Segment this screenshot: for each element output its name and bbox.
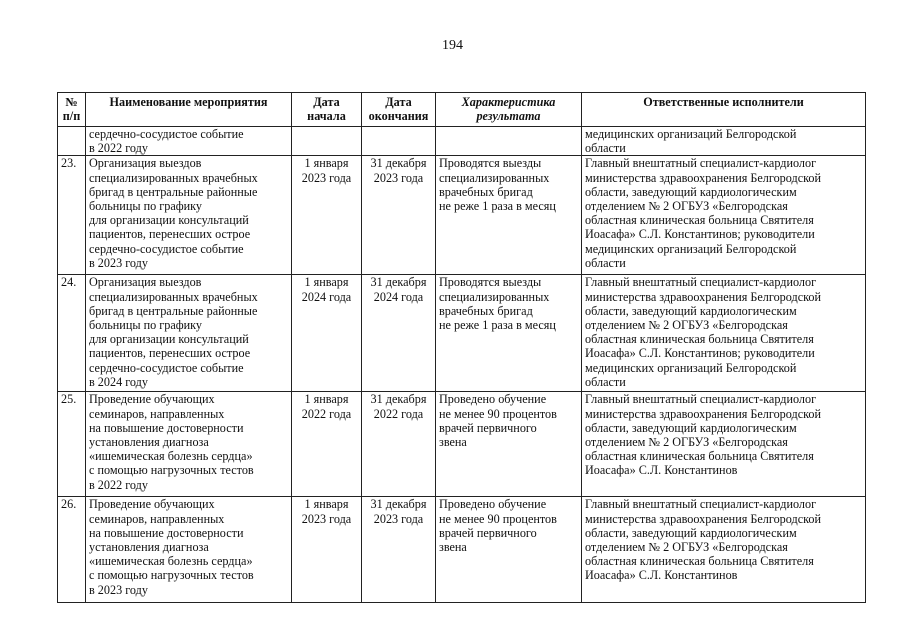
- cell-result: [436, 127, 582, 156]
- cell-name: Проведение обучающих семинаров, направленных на повышение достоверности установления диагноза «ишемическая болезнь сердца» с помощью нагрузочных тестов в 2023 году: [86, 497, 292, 603]
- cell-end: [362, 127, 436, 156]
- cell-start: 1 января 2024 года: [292, 275, 362, 392]
- cell-num: 24.: [58, 275, 86, 392]
- cell-end: 31 декабря 2022 года: [362, 392, 436, 497]
- table-row: [58, 497, 866, 603]
- header-num: № п/п: [58, 93, 86, 127]
- cell-responsible: Главный внештатный специалист-кардиолог министерства здравоохранения Белгородской области, заведующий кардиологическим отделением № 2 ОГБУЗ «Белгородская областная клиническая больница Святителя Иоасафа» С.Л. Константинов: [582, 392, 866, 497]
- cell-responsible: медицинских организаций Белгородской области: [582, 127, 866, 156]
- table-row-continuation: [58, 127, 866, 156]
- cell-result: Проведено обучение не менее 90 процентов врачей первичного звена: [436, 497, 582, 603]
- activities-table: [57, 92, 866, 603]
- cell-result: Проводятся выезды специализированных врачебных бригад не реже 1 раза в месяц: [436, 275, 582, 392]
- cell-num: [58, 127, 86, 156]
- cell-name: Организация выездов специализированных врачебных бригад в центральные районные больницы по графику для организации консультаций пациентов, перенесших острое сердечно-сосудистое событие в 2024 году: [86, 275, 292, 392]
- cell-responsible: Главный внештатный специалист-кардиолог министерства здравоохранения Белгородской области, заведующий кардиологическим отделением № 2 ОГБУЗ «Белгородская областная клиническая больница Святителя Иоасафа» С.Л. Константинов; руководители медицинских организаций Белгородской области: [582, 275, 866, 392]
- cell-num: 23.: [58, 156, 86, 275]
- cell-start: 1 января 2023 года: [292, 156, 362, 275]
- cell-end: 31 декабря 2023 года: [362, 497, 436, 603]
- table-header-row: [58, 93, 866, 127]
- cell-responsible: Главный внештатный специалист-кардиолог министерства здравоохранения Белгородской области, заведующий кардиологическим отделением № 2 ОГБУЗ «Белгородская областная клиническая больница Святителя Иоасафа» С.Л. Константинов: [582, 497, 866, 603]
- cell-start: 1 января 2022 года: [292, 392, 362, 497]
- table-row: [58, 275, 866, 392]
- cell-end: 31 декабря 2023 года: [362, 156, 436, 275]
- cell-start: [292, 127, 362, 156]
- header-result: Характеристика результата: [436, 93, 582, 127]
- cell-end: 31 декабря 2024 года: [362, 275, 436, 392]
- header-start-date: Дата начала: [292, 93, 362, 127]
- cell-name: Организация выездов специализированных врачебных бригад в центральные районные больницы по графику для организации консультаций пациентов, перенесших острое сердечно-сосудистое событие в 2023 году: [86, 156, 292, 275]
- cell-responsible: Главный внештатный специалист-кардиолог министерства здравоохранения Белгородской области, заведующий кардиологическим отделением № 2 ОГБУЗ «Белгородская областная клиническая больница Святителя Иоасафа» С.Л. Константинов; руководители медицинских организаций Белгородской области: [582, 156, 866, 275]
- header-name: Наименование мероприятия: [86, 93, 292, 127]
- table-row: [58, 156, 866, 275]
- cell-num: 26.: [58, 497, 86, 603]
- cell-result: Проводятся выезды специализированных врачебных бригад не реже 1 раза в месяц: [436, 156, 582, 275]
- cell-name: сердечно-сосудистое событие в 2022 году: [86, 127, 292, 156]
- header-responsible: Ответственные исполнители: [582, 93, 866, 127]
- header-end-date: Дата окончания: [362, 93, 436, 127]
- cell-result: Проведено обучение не менее 90 процентов врачей первичного звена: [436, 392, 582, 497]
- table-row: [58, 392, 866, 497]
- cell-name: Проведение обучающих семинаров, направленных на повышение достоверности установления диагноза «ишемическая болезнь сердца» с помощью нагрузочных тестов в 2022 году: [86, 392, 292, 497]
- cell-start: 1 января 2023 года: [292, 497, 362, 603]
- cell-num: 25.: [58, 392, 86, 497]
- page-number: 194: [442, 38, 463, 53]
